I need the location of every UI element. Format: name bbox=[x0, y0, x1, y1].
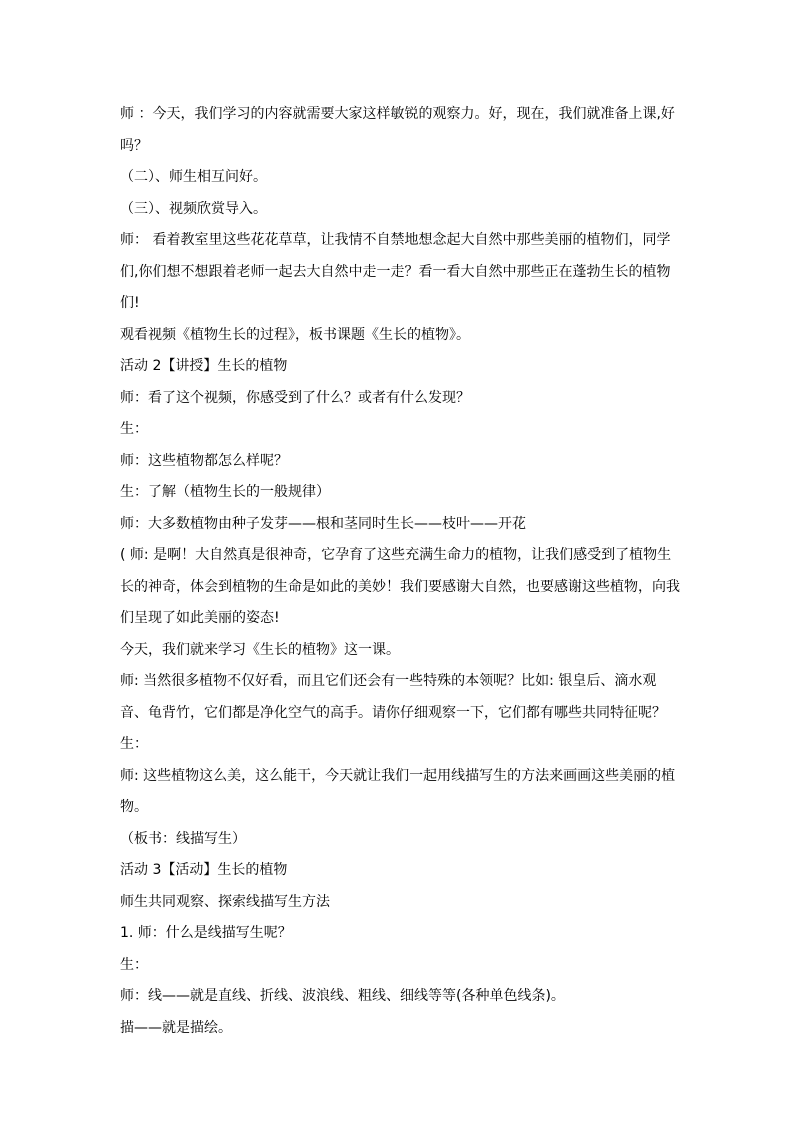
paragraph-teacher-plants: 师：这些植物都怎么样呢？ bbox=[120, 452, 288, 469]
paragraph-student-understand: 生：了解（植物生长的一般规律） bbox=[120, 484, 330, 500]
paragraph-teacher-abilities: 师: 当然很多植物不仅好看，而且它们还会有一些特殊的本领呢？比如: 银皇后、滴水观音、龟背竹，它们都是净化空气的高手。请你仔细观察一下，它们都有哪些共同特征呢？ bbox=[120, 673, 666, 721]
document-body bbox=[120, 99, 680, 1044]
paragraph-activity-3: 活动 3【活动】生长的植物 bbox=[120, 862, 288, 878]
paragraph-section-three: （三）、视频欣赏导入。 bbox=[120, 200, 267, 217]
paragraph-activity-2: 活动 2【讲授】生长的植物 bbox=[120, 358, 288, 374]
paragraph-teacher-lines: 师：线——就是直线、折线、波浪线、粗线、细线等等(各种单色线条)。 bbox=[120, 988, 565, 1004]
paragraph-section-two: （二）、师生相互问好。 bbox=[120, 169, 267, 185]
paragraph-teacher-intro: 师 ：今天，我们学习的内容就需要大家这样敏锐的观察力。好，现在，我们就准备上课,好吗？ bbox=[120, 106, 675, 154]
paragraph-video: 观看视频《植物生长的过程》，板书课题《生长的植物》。 bbox=[120, 326, 470, 343]
paragraph-student-1: 生： bbox=[120, 421, 148, 437]
paragraph-teacher-growth: 师：大多数植物由种子发芽——根和茎同时生长——枝叶——开花 bbox=[120, 515, 526, 532]
paragraph-observe-explore: 师生共同观察、探索线描写生方法 bbox=[120, 893, 330, 910]
paragraph-board-note: （板书：线描写生） bbox=[120, 830, 246, 847]
paragraph-question-1: 1. 师：什么是线描写生呢？ bbox=[120, 925, 292, 941]
paragraph-student-3: 生： bbox=[120, 956, 148, 973]
paragraph-teacher-question: 师：看了这个视频，你感受到了什么？或者有什么发现？ bbox=[120, 389, 470, 406]
paragraph-describe: 描——就是描绘。 bbox=[120, 1019, 232, 1036]
paragraph-teacher-sketch: 师: 这些植物这么美，这么能干，今天就让我们一起用线描写生的方法来画画这些美丽的植物。 bbox=[120, 767, 676, 815]
paragraph-today-lesson: 今天，我们就来学习《生长的植物》这一课。 bbox=[120, 641, 400, 658]
paragraph-teacher-nature-wonder: ( 师: 是啊！大自然真是很神奇，它孕育了这些充满生命力的植物，让我们感受到了植物生长的神奇，体会到植物的生命是如此的美妙！我们要感谢大自然，也要感谢这些植物，向我们呈现了如此美丽的姿态! bbox=[120, 547, 680, 626]
paragraph-teacher-nature: 师： 看着教室里这些花花草草，让我情不自禁地想念起大自然中那些美丽的植物们，同学们,你们想不想跟着老师一起去大自然中走一走？看一看大自然中那些正在蓬勃生长的植物们! bbox=[120, 232, 671, 311]
paragraph-student-2: 生： bbox=[120, 736, 148, 752]
